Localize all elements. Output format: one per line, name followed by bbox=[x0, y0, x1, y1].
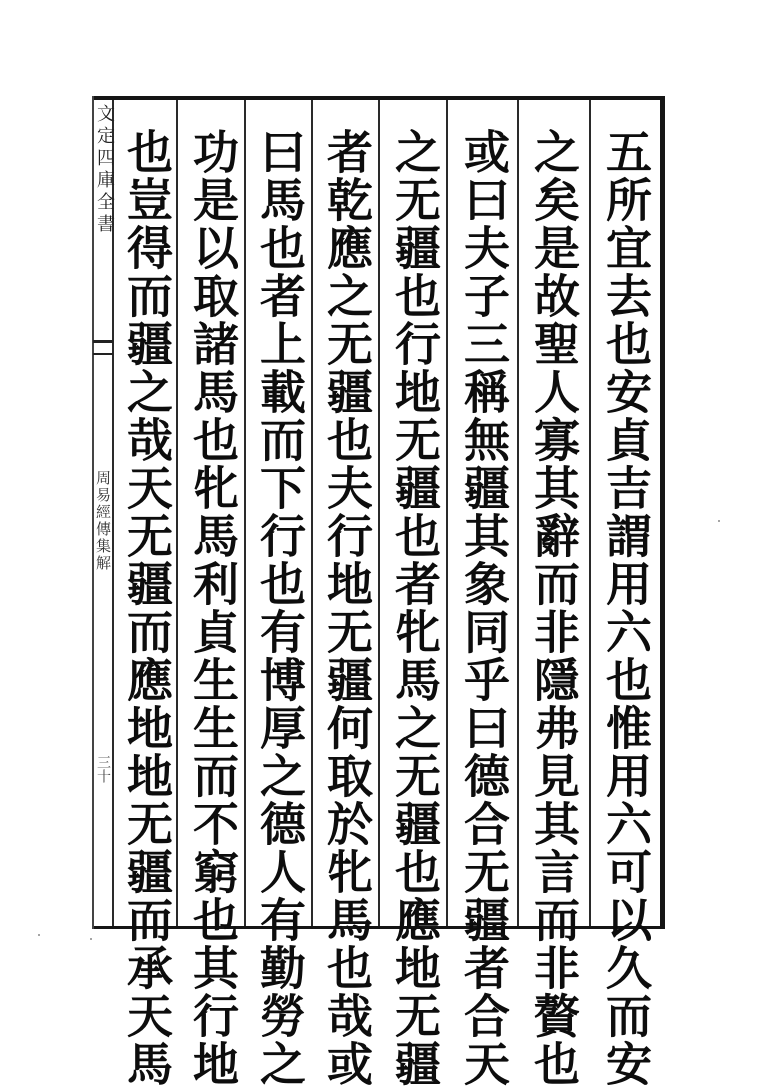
margin-page-number: 三十 bbox=[95, 755, 111, 783]
column-divider bbox=[311, 100, 313, 926]
column-divider bbox=[378, 100, 380, 926]
text-column: 之矣是故聖人寡其辭而非隱弗見其言而非贅也 bbox=[527, 128, 581, 1088]
margin-book-name: 周易經傳集解 bbox=[94, 470, 112, 572]
scan-speck bbox=[38, 934, 40, 936]
column-divider bbox=[244, 100, 246, 926]
text-column: 曰馬也者上載而下行也有博厚之德人有勤勞之 bbox=[253, 128, 307, 1088]
text-column: 或曰夫子三稱無疆其象同乎曰德合无疆者合天 bbox=[457, 128, 511, 1088]
text-column: 者乾應之无疆也夫行地无疆何取於牝馬也哉或 bbox=[320, 128, 374, 1088]
scan-speck bbox=[90, 938, 92, 940]
frame-right-border bbox=[660, 96, 665, 929]
column-divider bbox=[446, 100, 448, 926]
text-column: 之无疆也行地无疆也者牝馬之无疆也應地无疆 bbox=[388, 128, 442, 1088]
text-column: 也豈得而疆之哉天无疆而應地地无疆而承天馬 bbox=[120, 128, 174, 1088]
scan-speck bbox=[718, 520, 720, 522]
column-divider bbox=[589, 100, 591, 926]
fishtail-mark bbox=[93, 340, 113, 355]
margin-collection-title: 文定四庫全書 bbox=[94, 104, 115, 236]
text-column: 五所宜去也安貞吉謂用六也惟用六可以久而安 bbox=[599, 128, 653, 1088]
text-column: 功是以取諸馬也牝馬利貞生生而不窮也其行地 bbox=[186, 128, 240, 1088]
column-divider bbox=[517, 100, 519, 926]
